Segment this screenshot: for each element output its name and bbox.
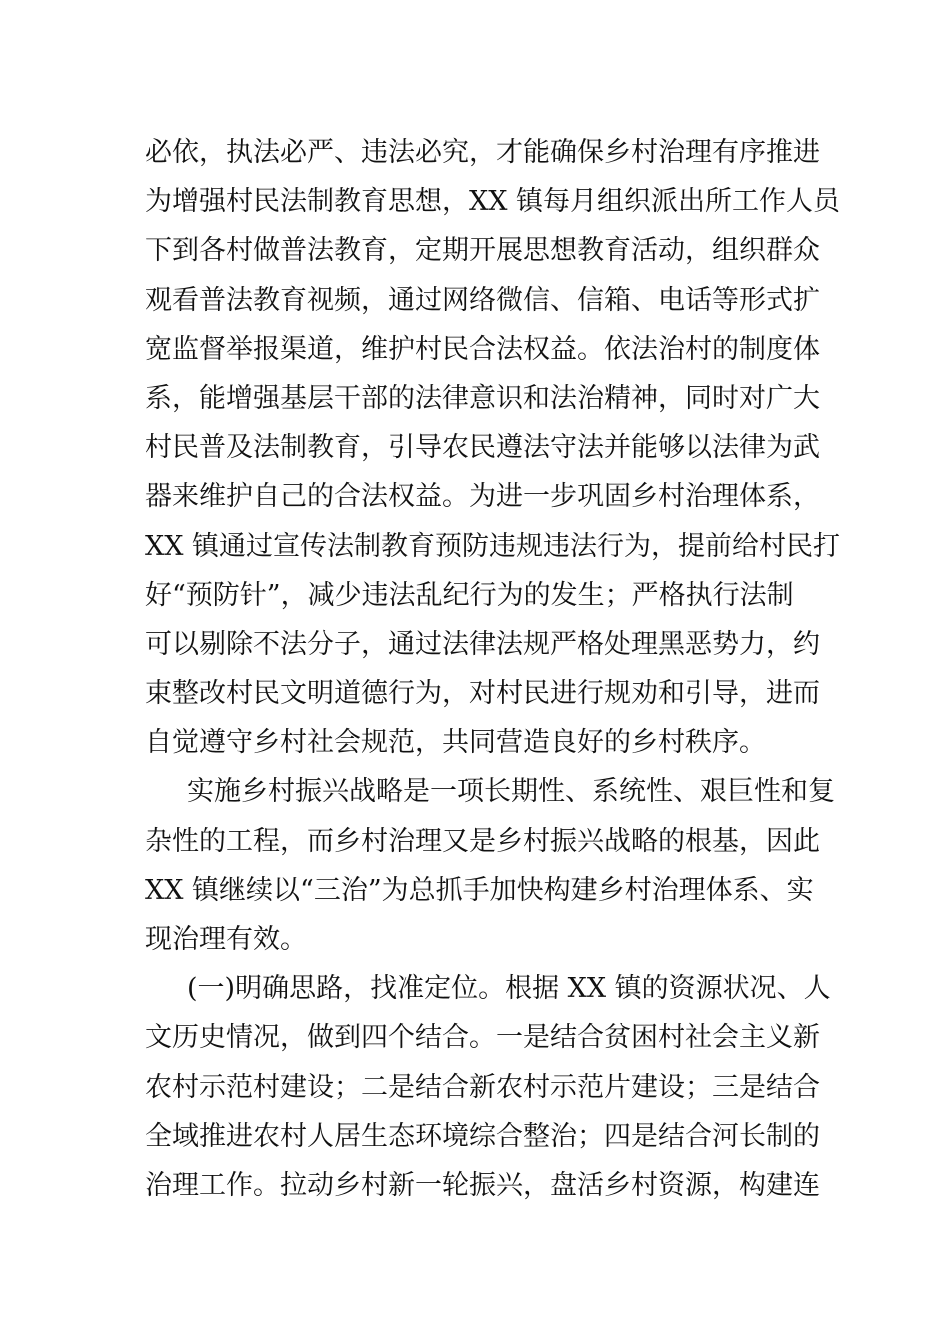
text-line: 器来维护自己的合法权益。为进一步巩固乡村治理体系， xyxy=(145,481,820,513)
text-line: XX 镇继续以“三治”为总抓手加快构建乡村治理体系、实 xyxy=(145,874,814,906)
text-line: 现治理有效。 xyxy=(145,924,307,955)
paragraph-first-line: 实施乡村振兴战略是一项长期性、系统性、艰巨性和复 xyxy=(187,776,835,808)
text-line: 可以剔除不法分子，通过法律法规严格处理黑恶势力，约 xyxy=(145,628,820,660)
text-line: 治理工作。拉动乡村新一轮振兴，盘活乡村资源，构建连 xyxy=(145,1169,820,1201)
text-line: 观看普法教育视频，通过网络微信、信箱、电话等形式扩 xyxy=(145,284,820,316)
text-line: 自觉遵守乡村社会规范，共同营造良好的乡村秩序。 xyxy=(145,727,766,759)
text-line: 必依，执法必严、违法必究，才能确保乡村治理有序推进 xyxy=(145,137,820,168)
text-line: 全域推进农村人居生态环境综合整治；四是结合河长制的 xyxy=(145,1120,820,1152)
text-line: XX 镇通过宣传法制教育预防违规违法行为，提前给村民打 xyxy=(145,530,841,562)
text-line: 束整改村民文明道德行为，对村民进行规劝和引导，进而 xyxy=(145,678,820,710)
text-line: 文历史情况，做到四个结合。一是结合贫困村社会主义新 xyxy=(145,1022,820,1054)
text-line: 好“预防针”，减少违法乱纪行为的发生；严格执行法制 xyxy=(145,579,794,611)
text-line: 杂性的工程，而乡村治理又是乡村振兴战略的根基，因此 xyxy=(145,825,820,857)
text-line: 村民普及法制教育，引导农民遵法守法并能够以法律为武 xyxy=(145,432,820,464)
text-line: 下到各村做普法教育，定期开展思想教育活动，组织群众 xyxy=(145,235,820,267)
body-text xyxy=(145,128,841,1210)
paragraph-first-line: (一)明确思路，找准定位。根据 XX 镇的资源状况、人 xyxy=(187,973,831,1005)
text-line: 宽监督举报渠道，维护村民合法权益。依法治村的制度体 xyxy=(145,333,820,365)
text-line: 农村示范村建设；二是结合新农村示范片建设；三是结合 xyxy=(145,1071,820,1103)
text-line: 系，能增强基层干部的法律意识和法治精神，同时对广大 xyxy=(145,382,820,414)
text-line: 为增强村民法制教育思想，XX 镇每月组织派出所工作人员 xyxy=(145,186,841,218)
